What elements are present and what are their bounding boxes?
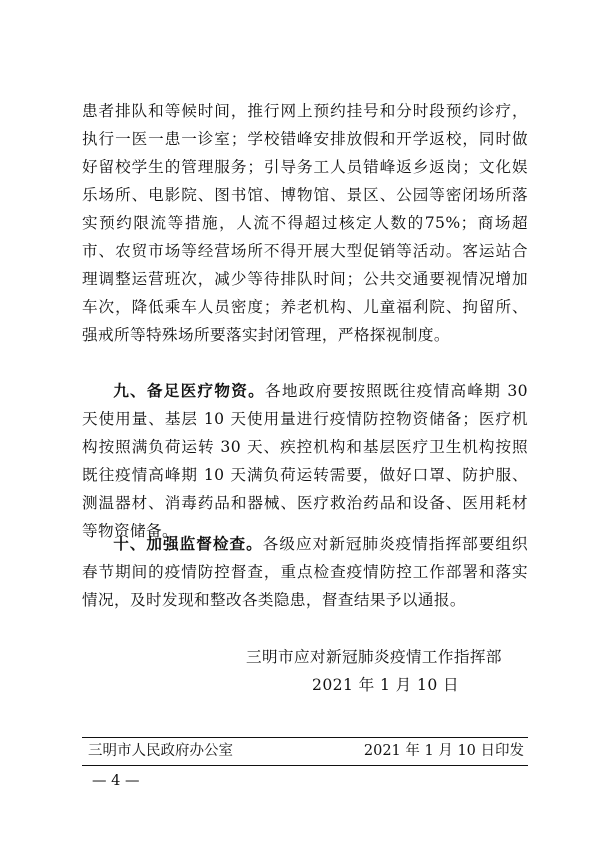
page-number: — 4 — (92, 773, 140, 789)
footer-bottom-rule (82, 765, 528, 766)
signature-date: 2021 年 1 月 10 日 (312, 676, 460, 694)
section-10-paragraph (82, 530, 528, 614)
footer-issuer: 三明市人民政府办公室 (88, 743, 233, 759)
section-9-text: 各地政府要按照既往疫情高峰期 30 天使用量、基层 10 天使用量进行疫情防控物资储备；医疗机构按照满负荷运转 30 天、疾控机构和基层医疗卫生机构按照既往疫情高峰期 10 天满负荷运转需要，做好口罩、防护服、测温器材、消毒药品和器械、医疗救治药品和设备、医用耗材等物资储备。 (82, 382, 528, 540)
section-10-text: 各级应对新冠肺炎疫情指挥部要组织春节期间的疫情防控督查，重点检查疫情防控工作部署和落实情况，及时发现和整改各类隐患，督查结果予以通报。 (82, 535, 528, 609)
footer-issue-date: 2021 年 1 月 10 日印发 (363, 743, 524, 759)
signature-organization: 三明市应对新冠肺炎疫情工作指挥部 (246, 648, 502, 666)
section-10-heading: 十、加强监督检查。 (113, 534, 263, 553)
body-paragraph-continued: 患者排队和等候时间，推行网上预约挂号和分时段预约诊疗，执行一医一患一诊室；学校错峰安排放假和开学返校，同时做好留校学生的管理服务；引导务工人员错峰返乡返岗；文化娱乐场所、电影院、图书馆、博物馆、景区、公园等密闭场所落实预约限流等措施，人流不得超过核定人数的75%；商场超市、农贸市场等经营场所不得开展大型促销等活动。客运站合理调整运营班次，减少等待排队时间；公共交通要视情况增加车次，降低乘车人员密度；养老机构、儿童福利院、拘留所、强戒所等特殊场所要落实封闭管理，严格探视制度。 (82, 102, 528, 344)
section-9-paragraph (82, 377, 528, 545)
footer-top-rule (82, 737, 528, 738)
section-9-heading: 九、备足医疗物资。 (113, 381, 265, 400)
